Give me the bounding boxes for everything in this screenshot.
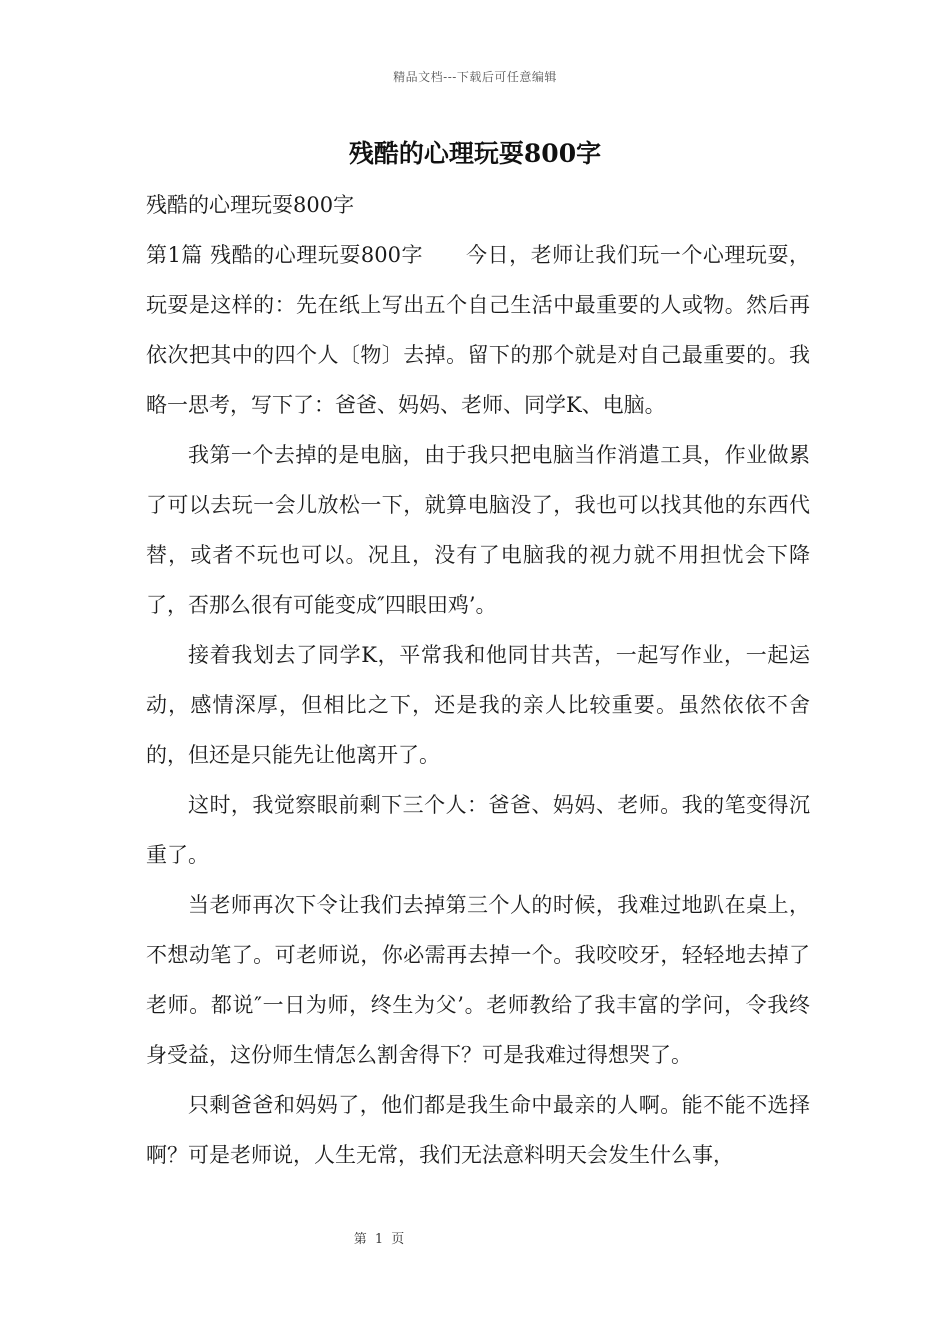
- paragraph: 第1篇 残酷的心理玩耍800字 今日，老师让我们玩一个心理玩耍，玩耍是这样的：先在纸上写出五个自己生活中最重要的人或物。然后再依次把其中的四个人〔物〕去掉。留下的那个就是对自己最重要的。我略一思考，写下了：爸爸、妈妈、老师、同学K、电脑。: [146, 243, 810, 417]
- paragraph: 我第一个去掉的是电脑，由于我只把电脑当作消遣工具，作业做累了可以去玩一会儿放松一下，就算电脑没了，我也可以找其他的东西代替，或者不玩也可以。况且，没有了电脑我的视力就不用担忧会下降了，否那么很有可能变成″四眼田鸡’。: [146, 443, 810, 617]
- page-header: 精品文档---下载后可任意编辑: [393, 70, 557, 84]
- document-body: [146, 180, 810, 1180]
- paragraph: 接着我划去了同学K，平常我和他同甘共苦，一起写作业，一起运动，感情深厚，但相比之下，还是我的亲人比较重要。虽然依依不舍的，但还是只能先让他离开了。: [146, 643, 810, 767]
- paragraph: 只剩爸爸和妈妈了，他们都是我生命中最亲的人啊。能不能不选择啊？可是老师说，人生无常，我们无法意料明天会发生什么事，: [146, 1093, 810, 1167]
- paragraph: 当老师再次下令让我们去掉第三个人的时候，我难过地趴在桌上，不想动笔了。可老师说，你必需再去掉一个。我咬咬牙，轻轻地去掉了老师。都说″一日为师，终生为父’。老师教给了我丰富的学问，令我终身受益，这份师生情怎么割舍得下？可是我难过得想哭了。: [146, 893, 810, 1067]
- document-subtitle: 残酷的心理玩耍800字: [146, 193, 355, 217]
- page-number: 第 1 页: [353, 1232, 407, 1247]
- paragraph: 这时，我觉察眼前剩下三个人：爸爸、妈妈、老师。我的笔变得沉重了。: [146, 793, 810, 867]
- document-title: 残酷的心理玩耍800字: [348, 139, 602, 168]
